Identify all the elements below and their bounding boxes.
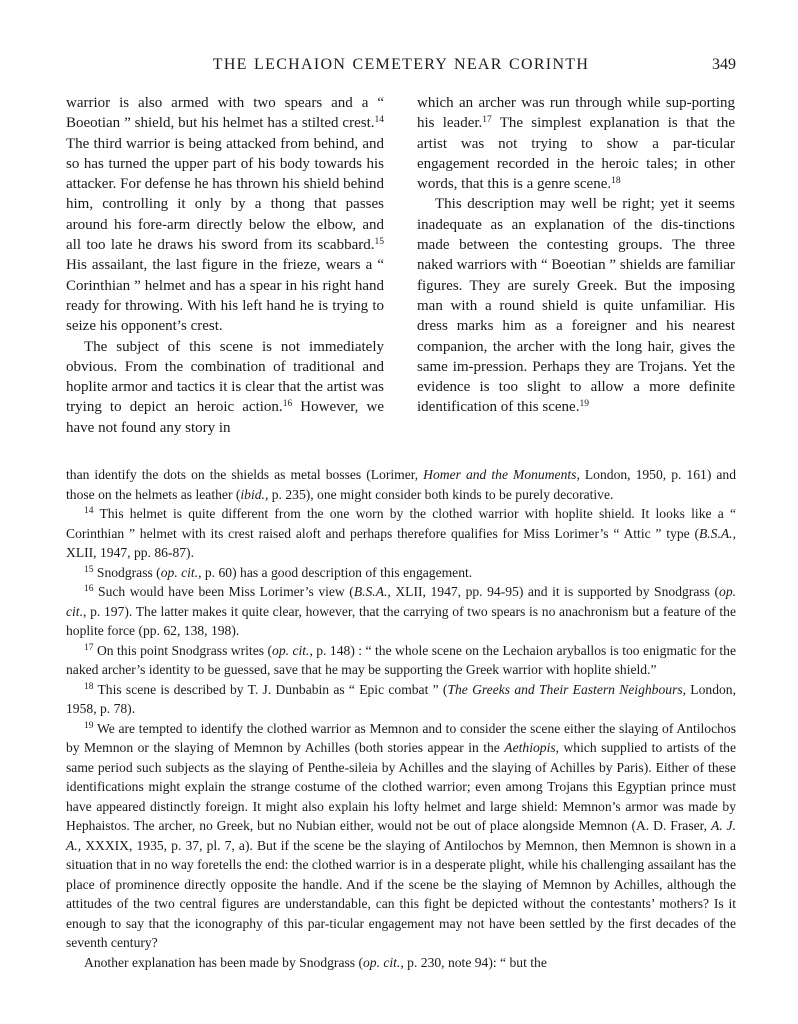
citation-title: B.S.A.	[698, 525, 733, 541]
text-run: , XLII, 1947, pp. 86-87).	[66, 525, 736, 560]
text-run: The third warrior is being attacked from behind, and so has turned the upper part of his body towards his attacker. For defense he has thrown his shield behind him, controlling it only by a thong that passes around his fore-arm directly below the elbow, and all too late he draws his sword from its scabbard.	[66, 135, 384, 254]
citation-title: B.S.A.	[353, 584, 388, 599]
footnote-ref: 19	[579, 399, 589, 410]
text-run: This description may well be right; yet it seems inadequate as an explanation of the dis-tinctions made between the contesting groups. The three naked warriors with “ Boeotian ” shields are familiar figures. They are surely Greek. But the imposing man with a round shield is quite unfamiliar. His dress marks him as a foreigner and his nearest companion, the archer with the long hair, gives the same im-pression. Perhaps they are Trojans. Yet the evidence is too slight to allow a more definite identification of this scene.	[417, 196, 735, 416]
footnote-number: 16	[84, 584, 94, 594]
footnote-ref: 15	[374, 237, 384, 248]
citation-title: op. cit.	[272, 642, 310, 658]
footnote-number: 14	[84, 506, 94, 516]
citation-title: Homer and the Monuments,	[423, 467, 580, 482]
text-run: , p. 235), one might consider both kinds to be purely decorative.	[264, 486, 614, 502]
paragraph	[66, 93, 384, 337]
text-run: We are tempted to identify the clothed warrior as Memnon and to consider the scene either the slaying of Antilochos by Memnon or the slaying of Memnon by Achilles (both stories appear in the	[66, 720, 736, 755]
text-run: Snodgrass (	[93, 564, 161, 580]
text-run: , p. 60) has a good description of this engagement.	[198, 564, 473, 580]
footnote-ref: 18	[611, 176, 621, 187]
text-run: On this point Snodgrass writes (	[93, 642, 273, 658]
footnote-18	[66, 680, 736, 719]
citation-title: The Greeks and Their Eastern Neighbours,	[447, 681, 687, 697]
text-run: London, 1958, p. 78).	[66, 681, 736, 716]
left-column	[66, 93, 384, 438]
citation-title: A. J. A.	[66, 818, 736, 853]
footnote-number: 17	[84, 642, 94, 653]
text-run: This scene is described by T. J. Dunbabin as “ Epic combat ” (	[93, 681, 448, 697]
footnotes	[66, 465, 736, 972]
citation-title: Aethiopis	[504, 740, 556, 755]
paragraph	[417, 194, 735, 417]
text-run: His assailant, the last figure in the frieze, wears a “ Corinthian ” helmet and has a spear in his right hand ready for throwing. With his left hand he is trying to seize his opponent’s crest.	[66, 257, 384, 335]
text-run: warrior is also armed with two spears and a “ Boeotian ” shield, but his helmet has a stilted crest.	[66, 95, 384, 132]
page-number: 349	[712, 56, 736, 73]
citation-title: op. cit.	[362, 954, 401, 970]
text-run: However, we have not found any story in	[66, 399, 384, 436]
text-run: Such would have been Miss Lorimer’s view (	[93, 584, 354, 599]
footnote-number: 19	[84, 720, 94, 731]
text-run: , XXXIX, 1935, p. 37, pl. 7, a). But if the scene be the slaying of Antilochos by Memnon, then Memnon is shown in a situation that in no way foretells the end: the clothed warrior is in a desperate plight, while his challenging assailant has the place of prominence directly opposite the handle. And if the scene be the slaying of Memnon by Achilles, although the attitudes of the two central figures are understandable, can this fight be depicted without the contestants’ mothers? Is it enough to say that the iconography of this par-ticular engagement may not have been settled by the first decades of the seventh century?	[66, 837, 736, 950]
text-run: The simplest explanation is that the artist was not trying to show a par-ticular engagement recorded in the heroic tales; in other words, that this is a genre scene.	[417, 115, 735, 193]
text-run: , XLII, 1947, pp. 94-95) and it is supported by Snodgrass (	[387, 584, 720, 599]
footnote-ref: 16	[282, 399, 293, 410]
citation-title: op. cit.	[160, 564, 199, 580]
footnote-ref: 17	[482, 115, 492, 126]
footnote-17	[66, 641, 736, 680]
text-run: Another explanation has been made by Snodgrass (	[84, 954, 363, 970]
footnote-continuation	[66, 465, 736, 504]
right-column	[417, 93, 735, 418]
text-run: This helmet is quite different from the one worn by the clothed warrior with hoplite shield. It looks like a “ Corinthian ” helmet with its crest raised aloft and perhaps therefore qualifies for Miss Lorimer’s “ Attic ” type (	[66, 506, 736, 541]
paragraph	[66, 337, 384, 438]
footnote-19	[66, 719, 736, 953]
running-title: THE LECHAION CEMETERY NEAR CORINTH	[212, 56, 590, 73]
text-run: , p. 148) : “ the whole scene on the Lechaion aryballos is too enigmatic for the naked archer’s identity to be guessed, save that he may be supporting the Greek warrior with hoplite shield.”	[66, 642, 736, 677]
text-run: London, 1950, p. 161) and those on the helmets as leather (	[66, 467, 736, 502]
paragraph	[417, 93, 735, 194]
text-run: , p. 197). The latter makes it quite clear, however, that the carrying of two spears is no anachronism but a feature of the hoplite force (pp. 62, 138, 198).	[66, 603, 736, 638]
text-run: which an archer was run through while sup-porting his leader.	[417, 95, 735, 132]
footnote-15	[66, 563, 736, 583]
citation-title: op. cit.	[66, 584, 737, 619]
running-header	[66, 56, 736, 78]
footnote-19-continuation	[66, 953, 736, 973]
footnote-16	[66, 582, 736, 641]
footnote-14	[66, 504, 736, 563]
text-run: , p. 230, note 94): “ but the	[400, 954, 547, 970]
citation-title: ibid.	[240, 486, 265, 502]
footnote-number: 15	[84, 564, 94, 575]
footnote-number: 18	[84, 681, 94, 692]
text-run: than identify the dots on the shields as metal bosses (Lorimer,	[66, 467, 424, 482]
text-run: , which supplied to artists of the same period such subjects as the slaying of Penthe-sileia by Achilles and the slaying of Achilles by Paris). Either of these identifications might explain the strange costume of the clothed warrior; even among Trojans this Egyptian prince must have appeared distinctly foreign. It might also explain his lofty helmet and large shield: Memnon’s armor was made by Hephaistos. The archer, no Greek, but no Nubian either, would not be out of place alongside Memnon (A. D. Fraser,	[66, 740, 736, 833]
text-run: The subject of this scene is not immediately obvious. From the combination of traditional and hoplite armor and tactics it is clear that the artist was trying to depict an heroic action.	[66, 338, 384, 416]
footnote-ref: 14	[374, 115, 384, 126]
